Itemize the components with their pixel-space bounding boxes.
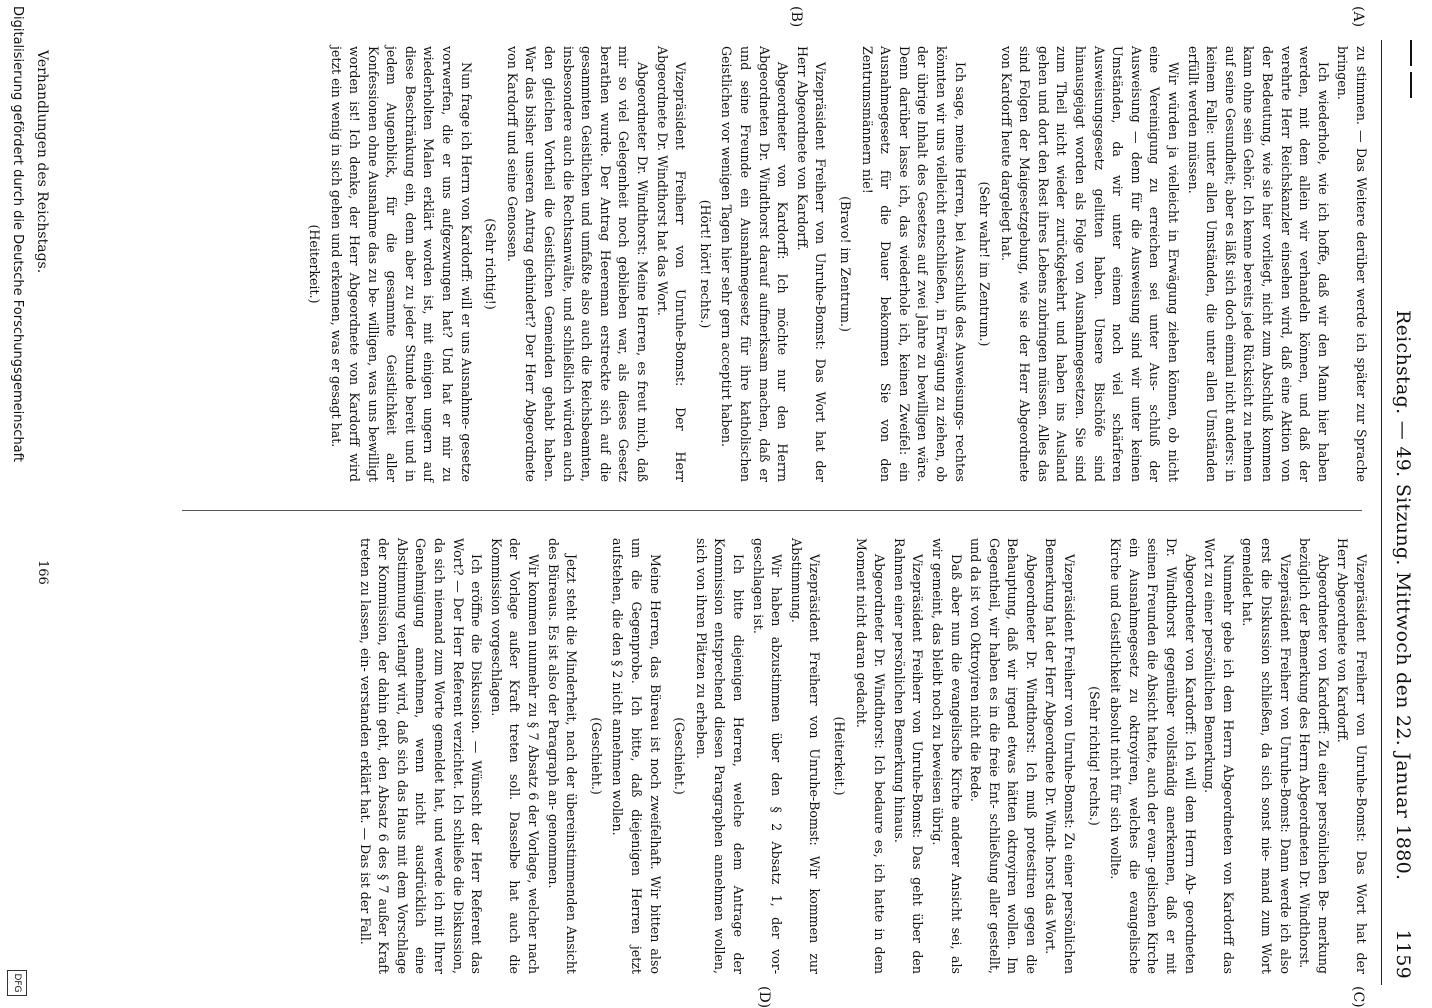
right-column [354, 538, 1370, 974]
column-divider [182, 510, 1362, 511]
margin-mark-c: (C) [1350, 986, 1366, 1008]
reaction: (Sehr wahr! im Zentrum.) [977, 181, 993, 347]
speaker-paragraph: Vizepräsident Freiherr von Unruhe-Bomst: Wir kommen zur Abstimmung. [788, 538, 823, 974]
speaker-paragraph: Abgeordneter von Kardorff: Ich will dem Herrn Ab- geordneten Dr. Windthorst gegenüber vollständig anerkennen, daß er mit seinen Freunden die Absicht hatte, auch der evan- gelischen Kirche ein Ausnahmegesetz zu oktroyiren, welches die evangelische Kirche und Geistlichkeit absolut nicht für sich wollte. [1108, 538, 1198, 974]
reaction: (Geschieht.) [672, 717, 688, 795]
digitization-notice [4, 0, 30, 1000]
paragraph: Jetzt steht die Minderheit, nach der übereinstimmenden Ansicht des Büreaus. Es ist also der Paragraph an- genommen. [545, 538, 580, 974]
speaker-paragraph: Abgeordneter Dr. Windthorst: Meine Herren, es freut mich, daß mir so viel Gelegenheit noch geblieben war, als dieses Gesetz berathen wurde. Der Antrag Heereman erstreckte sich auf die gesammten Geistlichen und umfaßte also auch die Reichsbeamten, insbesondere auch die Rechtsanwälte, und schließlich würden auch den gleichen Vortheil die Geistlichen Gemeinden gehabt haben. War das bisher unseren Antrag gehindert? Der Herr Abgeordnete von Kardorff und seine Genossen. [504, 46, 651, 482]
paragraph: Ich sage, meine Herren, bei Ausschluß des Ausweisungs- rechtes könnten wir uns vielleicht entschließen, in Erwägung zu ziehen, ob der übrige Inhalt des Gesetzes auf zwei Jahre zu bewilligen wäre. Denn darüber lasse ich, das wiederhole ich, keinen Zweifel: ein Ausnahmegesetz für die Dauer bekommen Sie von den Zentrumsmännern nie! [859, 46, 968, 482]
reaction: (Heiterkeit.) [306, 224, 322, 304]
speaker-paragraph: Abgeordneter Dr. Windthorst: Ich bedaure es, ich hatte in dem Moment nicht daran gedacht. [853, 538, 888, 974]
margin-mark-a: (A) [1350, 6, 1366, 28]
speaker-paragraph: Vizepräsident Freiherr von Unruhe-Bomst: Zu einer persönlichen Bemerkung hat der Herr Abgeordnete Dr. Windt- horst das Wort. [1043, 538, 1078, 974]
paragraph: Meine Herren, das Büreau ist noch zweifelhaft. Wir bitten also um die Gegenprobe. Ich bitte, daß diejenigen Herren jetzt aufstehen, die den § 2 nicht annehmen wollen. [610, 538, 663, 974]
speaker-paragraph: Vizepräsident Freiherr von Unruhe-Bomst: Das Wort hat der Herr Abgeordnete von Kardorff. [794, 46, 829, 482]
paragraph: zu stimmen. — Das Weitere derüber werde ich später zur Sprache bringen. [1335, 46, 1369, 482]
reaction: (Bravo! im Zentrum.) [837, 196, 853, 332]
paragraph: Daß aber nun die evangelische Kirche anderer Ansicht sei, als wir gemeint, das bleibt noch zu beweisen übrig. [929, 538, 964, 974]
dfg-notice-text: Digitalisierung gefördert durch die Deutsche Forschungsgemeinschaft [10, 6, 25, 463]
publication-footer: Verhandlungen des Reichstags. [34, 50, 50, 274]
running-header [1381, 40, 1422, 985]
speaker-paragraph: Vizepräsident Freiherr von Unruhe-Bomst: Dann werde ich also erst die Diskussion schließen, da sich sonst nie- mand zum Wort gemeldet hat. [1240, 538, 1293, 974]
paragraph: Nunmehr gebe ich dem Herrn Abgeordneten von Kardorff das Wort zu einer persönlichen Bemerkung. [1202, 538, 1236, 974]
speaker-paragraph: Abgeordneter Dr. Windthorst: Ich muß protestiren gegen die Behauptung, daß wir irgend etwas hätten oktroyiren wollen. Im Gegentheil, wir haben es in die freie Ent- schließung aller gestellt, und da ist von Oktroyiren nicht die Rede. [968, 538, 1039, 974]
reaction: (Hört! hört! rechts.) [697, 199, 713, 329]
reaction: (Heiterkeit.) [831, 716, 847, 796]
speaker-paragraph: Vizepräsident Freiherr von Unruhe-Bomst: Das geht über den Rahmen einer persönlichen Bemerkung hinaus. [891, 538, 926, 974]
dfg-logo: DFG [7, 970, 27, 996]
paragraph: Ich bitte diejenigen Herren, welche dem Antrage der Kommission entsprechend diesen Paragraphen annehmen wollen, sich von ihren Plätzen zu erheben. [693, 538, 746, 974]
speaker-paragraph: Abgeordneter von Kardorff: Ich möchte nur den Herrn Abgeordneten Dr. Windthorst darauf aufmerksam machen, daß er und seine Freunde ein Ausnahmegesetz für ihre katholischen Geistlichen vor wenigen Tagen hier sehr gern acceptirt haben. [719, 46, 791, 482]
document-scan [32, 6, 1422, 1008]
margin-mark-d: (D) [756, 986, 772, 1008]
reaction: (Sehr richtig!) [483, 218, 499, 310]
speaker-paragraph: Vizepräsident Freiherr von Unruhe-Bomst: Das Wort hat der Herr Abgeordnete von Kardorff. [1335, 538, 1369, 974]
paragraph: Wir würden ja vielleicht in Erwägung ziehen können, ob nicht eine Vereinigung zu erreichen sei unter Aus- schluß der Ausweisung — denn für die Ausweisung sind wir unter keinen Umständen, da wir unter einem noch viel schärferen Ausweisungsgesetz gelitten haben. Unsere Bischöfe sind hinausgejagt worden als Folge von Ausnahmegesetzen. Sie sind zum Theil nicht wieder zurückgekehrt und haben ins Ausland gehen und dort den Rest ihres Lebens zubringen müssen. Alles das sind Folgen der Maigesetzgebung, wie sie der Herr Abgeordnete von Kardorff heute dargelegt hat. [998, 46, 1182, 482]
paragraph: Ich wiederhole, wie ich hoffe, daß wir den Mann hier haben werden, mit dem allein wir verhandeln können, und daß der verehrte Herr Reichskanzler einsehen wird, daß eine Aktion von der Bedeutung, wie sie hier vorliegt, nicht zum Abschluß kommen kann ohne sein Gehör. Ich kenne bereits jede Rücksicht zu nehmen auf seine Gesundheit; aber es läßt sich doch einmal nicht anders: in keinem Falle: unter allen Umständen, die unter allen Umständen erfüllt werden müssen. [1185, 46, 1331, 482]
header-title: Reichstag. — 49. Sitzung. Mittwoch den 22. Januar 1880. [1392, 310, 1414, 881]
speaker-paragraph: Abgeordneter von Kardorff: Zu einer persönlichen Be- merkung bezüglich der Bemerkung des Herrn Abgeordneten Dr. Windthorst. [1297, 538, 1331, 974]
reaction: (Geschieht.) [588, 717, 604, 795]
speaker-paragraph: Vizepräsident Freiherr von Unruhe-Bomst: Der Herr Abgeordnete Dr. Windthorst hat das Wort. [654, 46, 689, 482]
paragraph: Wir kommen nunmehr zu § 7 Absatz 6 der Vorlage, welcher nach der Vorlage außer Kraft treten soll. Dasselbe hat auch die Kommission vorgeschlagen. [488, 538, 542, 974]
header-rule-left-2 [1410, 72, 1412, 98]
paragraph: Wir haben abzustimmen über den § 2 Absatz 1, der vor- geschlagen ist. [750, 538, 785, 974]
reaction: (Sehr richtig! rechts.) [1086, 686, 1102, 826]
left-column [298, 46, 1370, 482]
sheet-number: 166 [35, 560, 50, 585]
paragraph: Ich eröffne die Diskussion. — Wünscht der Herr Referent das Wort? — Der Herr Referent verzichtet. Ich schließe die Diskussion, da sich niemand zum Worte gemeldet hat, und werde ich mit Ihrer Genehmigung annehmen, wenn nicht ausdrücklich eine Abstimmung verlangt wird, daß sich das Haus mit dem Vorschlage der Kommission, der dahin geht, den Absatz 6 des § 7 außer Kraft treten zu lassen, ein- verstanden erklärt hat. — Das ist der Fall. [357, 538, 485, 974]
paragraph: Nun frage ich Herrn von Kardorff: will er uns Ausnahme- gesetze vorwerfen, die er uns aufgezwungen hat? Und hat er mir zu wiederholten Malen erklärt worden ist, mit einigen ungern auf diese Beschränkung ein, denn aber zu jeder Stunde bereit und in jedem Augenblick, für die gesammte Geistlichkeit aller Konfessionen ohne Ausnahme das zu be- willigen, was uns bewilligt worden ist! Ich denke, der Herr Abgeordnete von Kardorff wird jetzt ein wenig in sich gehen und erkennen, was er gesagt hat. [328, 46, 474, 482]
header-rule-left [1410, 40, 1412, 66]
margin-mark-b: (B) [788, 6, 804, 28]
page-number: 1159 [1392, 929, 1414, 979]
